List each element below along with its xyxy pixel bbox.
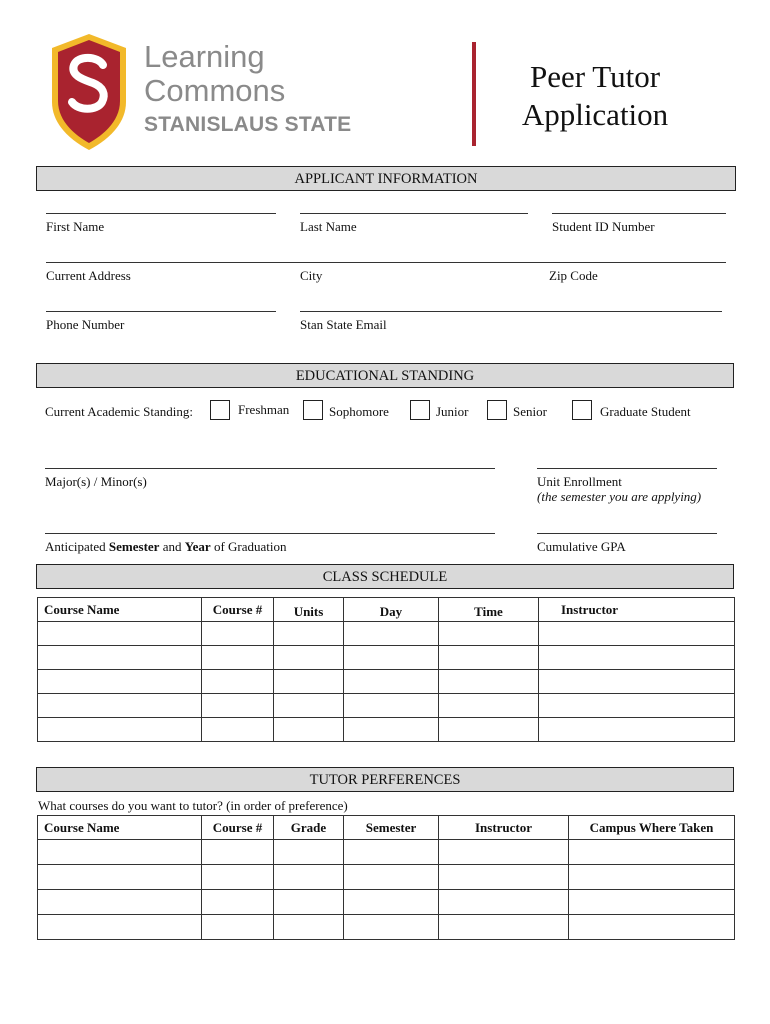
tutor-col-semester: Semester [344,816,439,840]
table-row [38,890,735,915]
educational-standing-heading: EDUCATIONAL STANDING [36,363,734,388]
table-row [38,915,735,940]
table-row [38,840,735,865]
academic-standing-label: Current Academic Standing: [45,404,194,419]
sophomore-checkbox[interactable] [303,400,323,420]
first-name-label: First Name [46,219,105,234]
schedule-col-course-name: Course Name [38,598,202,622]
graduation-suffix: of Graduation [210,539,287,554]
graduation-year-word: Year [184,539,211,554]
class-schedule-heading: CLASS SCHEDULE [36,564,734,589]
logo-text-commons: Commons [144,73,286,108]
graduation-semester-word: Semester [108,539,160,554]
freshman-checkbox[interactable] [210,400,230,420]
class-schedule-table [37,597,735,742]
title-line-2: Application [521,97,669,132]
tutor-col-course-number: Course # [202,816,274,840]
schedule-col-instructor: Instructor [539,598,735,622]
stan-state-email-field[interactable] [300,311,722,312]
stan-state-email-label: Stan State Email [300,317,387,332]
last-name-field[interactable] [300,213,528,214]
applicant-info-heading: APPLICANT INFORMATION [36,166,736,191]
table-row [38,718,735,742]
senior-checkbox[interactable] [487,400,507,420]
tutor-col-course-name: Course Name [38,816,202,840]
sophomore-label: Sophomore [329,404,389,419]
unit-enrollment-label: Unit Enrollment [537,474,622,489]
schedule-col-units: Units [274,598,344,622]
tutor-col-grade: Grade [274,816,344,840]
zip-code-label: Zip Code [549,268,598,283]
table-row [38,622,735,646]
student-id-field[interactable] [552,213,726,214]
header-divider [472,42,476,146]
freshman-label: Freshman [238,402,290,417]
last-name-label: Last Name [300,219,357,234]
graduate-student-label: Graduate Student [600,404,691,419]
schedule-col-day: Day [344,598,439,622]
logo-text-learning: Learning [144,39,265,74]
page-title [490,58,700,134]
major-minor-field[interactable] [45,468,495,469]
table-row [38,670,735,694]
address-line-field[interactable] [46,262,726,263]
cumulative-gpa-field[interactable] [537,533,717,534]
tutor-header-row [38,816,735,840]
current-address-label: Current Address [46,268,131,283]
table-row [38,694,735,718]
title-line-1: Peer Tutor [529,59,661,94]
graduation-and: and [159,539,185,554]
tutor-preferences-prompt: What courses do you want to tutor? (in order of preference) [38,798,348,813]
phone-number-label: Phone Number [46,317,125,332]
logo-text-stanislaus-state: STANISLAUS STATE [144,113,352,136]
student-id-label: Student ID Number [552,219,655,234]
tutor-preferences-table [37,815,735,940]
city-label: City [300,268,323,283]
schedule-header-row [38,598,735,622]
tutor-preferences-heading: TUTOR PERFERENCES [36,767,734,792]
tutor-col-campus: Campus Where Taken [569,816,735,840]
cumulative-gpa-label: Cumulative GPA [537,539,626,554]
unit-enrollment-note: (the semester you are applying) [537,489,702,504]
table-row [38,865,735,890]
table-row [38,646,735,670]
graduate-student-checkbox[interactable] [572,400,592,420]
junior-label: Junior [436,404,469,419]
senior-label: Senior [513,404,547,419]
junior-checkbox[interactable] [410,400,430,420]
tutor-col-instructor: Instructor [439,816,569,840]
phone-number-field[interactable] [46,311,276,312]
first-name-field[interactable] [46,213,276,214]
graduation-prefix: Anticipated [45,539,109,554]
unit-enrollment-field[interactable] [537,468,717,469]
schedule-col-course-number: Course # [202,598,274,622]
major-minor-label: Major(s) / Minor(s) [45,474,147,489]
graduation-label [45,539,287,555]
schedule-col-time: Time [439,598,539,622]
stanislaus-shield-logo-icon [48,32,130,152]
graduation-field[interactable] [45,533,495,534]
